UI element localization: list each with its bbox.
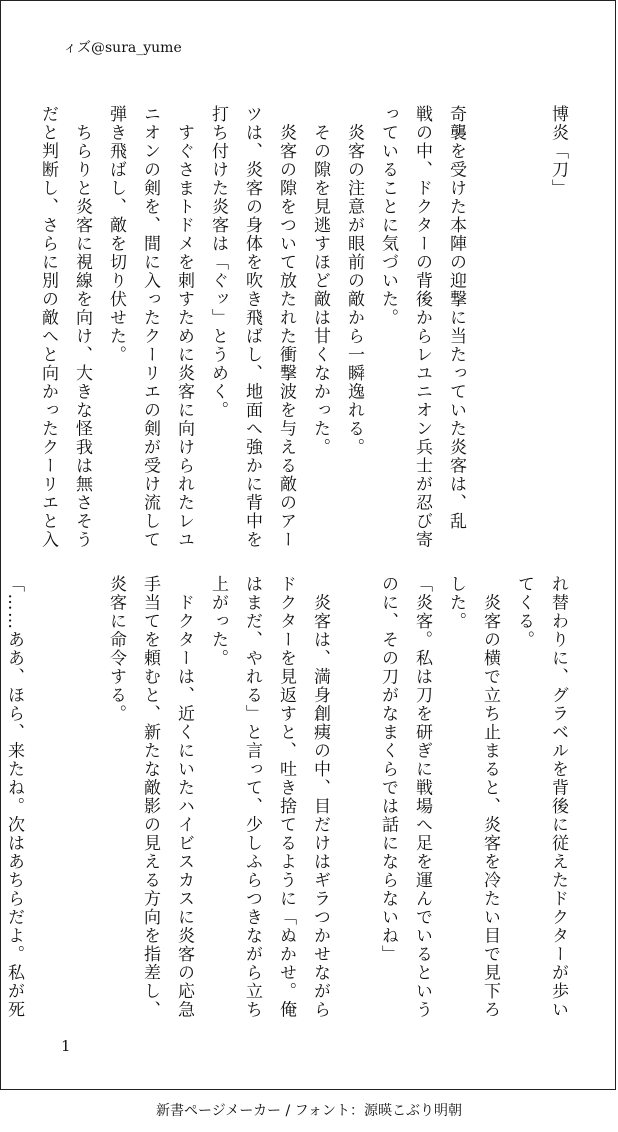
text-line: 戦の中、ドクターの背後からレユニオン兵士が忍び寄	[412, 105, 432, 549]
text-line: れ替わりに、グラベルを背後に従えたドクターが歩い	[548, 575, 568, 1019]
text-line: 手当てを頼むと、新たな敵影の見える方向を指差し、	[140, 575, 160, 1019]
page-number: 1	[61, 1037, 71, 1055]
text-line: 「炎客。私は刀を研ぎに戦場へ足を運んでいるという	[412, 575, 432, 1019]
text-line	[65, 575, 99, 997]
text-line: 奇襲を受けた本陣の迎撃に当たっていた炎客は、乱	[446, 105, 466, 531]
text-line: だと判断し、さらに別の敵へと向かったクーリエと入	[38, 105, 58, 549]
text-line: 上がった。	[208, 575, 228, 668]
text-line: っていることに気づいた。	[378, 105, 398, 327]
text-line: 弾き飛ばし、敵を切り伏せた。	[106, 105, 126, 364]
text-line: 打ち付けた炎客は「ぐッ」とうめく。	[208, 105, 228, 420]
text-block-bottom	[0, 575, 575, 1019]
text-line	[507, 105, 541, 523]
text-line: ドクターを見返すと、吐き捨てるように「ぬかせ。俺	[276, 575, 296, 1019]
text-line: その隙を見逃すほど敵は甘くなかった。	[310, 105, 330, 457]
footer-credit: 新書ページメーカー / フォント：源暎こぶり明朝	[156, 1103, 462, 1119]
text-line: ツは、炎客の身体を吹き飛ばし、地面へ強かに背中を	[242, 105, 262, 549]
text-line: した。	[446, 575, 466, 631]
text-line: はまだ、やれる」と言って、少しふらつきながら立ち	[242, 575, 262, 1019]
text-line	[337, 575, 371, 997]
text-line: 炎客に命令する。	[106, 575, 126, 723]
text-line: 炎客の隙をついて放たれた衝撃波を与える敵のアー	[276, 105, 296, 549]
text-line: 炎客の注意が眼前の敵から一瞬逸れる。	[344, 105, 364, 457]
text-line: ドクターは、近くにいたハイビスカスに炎客の応急	[174, 575, 194, 1019]
text-line: すぐさまトドメを刺すために炎客に向けられたレユ	[174, 105, 194, 549]
text-line	[31, 575, 65, 997]
text-line: 博炎「刀」	[548, 105, 568, 198]
text-line: ちらりと炎客に視線を向け、大きな怪我は無さそう	[72, 105, 92, 549]
text-line: 炎客の横で立ち止まると、炎客を冷たい目で見下ろ	[480, 575, 500, 1019]
text-line: 炎客は、満身創痍の中、目だけはギラつかせながら	[310, 575, 330, 1019]
text-line: 「……ああ、ほら、来たね。次はあちらだよ。私が死	[4, 575, 24, 1019]
text-block-top	[31, 105, 575, 549]
author-handle: ィズ@sura_yume	[63, 40, 182, 56]
text-line: ニオンの剣を、間に入ったクーリエの剣が受け流して	[140, 105, 160, 549]
text-line: のに、その刀がなまくらでは話にならないね」	[378, 575, 398, 964]
text-line: てくる。	[514, 575, 534, 649]
text-line	[473, 105, 507, 523]
